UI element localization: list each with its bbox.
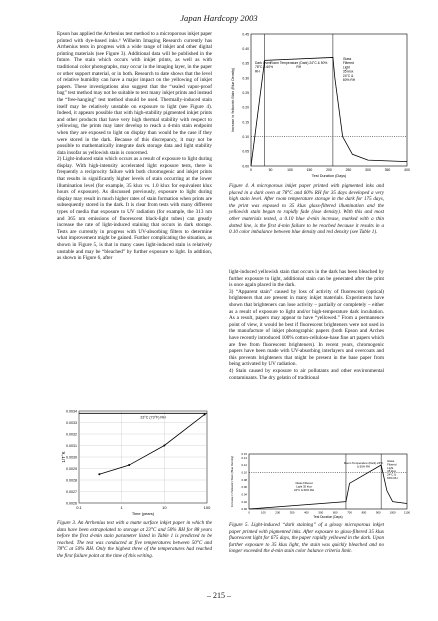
annotation-dark-oven: Dark Oven — [255, 61, 271, 65]
y-tick-label: 0.0033 — [66, 421, 77, 425]
x-tick-label: 700 — [347, 510, 352, 515]
series-line — [249, 465, 407, 509]
x-tick-label: 100 — [261, 510, 266, 515]
plot-frame — [251, 34, 407, 166]
y-tick-label: 0.02 — [241, 499, 247, 504]
x-tick-label: 150 — [306, 168, 313, 172]
left-column — [57, 31, 212, 262]
reference-label: 23°C (73°F) RH — [140, 415, 166, 420]
y-tick-label: 0.0034 — [66, 409, 77, 414]
annotation-glass-first: Glass Filtered — [295, 481, 313, 485]
y-tick-label: 0.0028 — [66, 478, 77, 483]
paragraph: Epson has applied the Arrhenius test method to a microporous inkjet paper printed with dye-based inks.⁶ Wilhelm Imaging Research currently has Arrhenius tests in progress with a wide range of inkjet and other digital printing materials (see Figure 3). Additional data will be published in the future. The stain which occurs with inkjet prints, as well as with traditional color photographs, may occur in the imaging layer, in the paper or other support material, or in both. Research to date shows that the level of relative humidity can have a major impact on the yellowing of inkjet papers. These investigations also suggest that the “sealed vapor-proof bag” test method may not be suitable to test many inkjet prints and instead the “free-hanging” test method should be used. Thermally-induced stain itself may be relatively unstable on exposure to light (see Figure 4). Indeed, it appears possible that with high-stability pigmented inkjet prints and other products that have very high thermal stability with respect to yellowing, the prints may later develop to reach a d-min stain endpoint when they are exposed to light on display than would be the case if they were stored in the dark. Because of this discrepancy, it may not be possible to mathematically integrate dark storage data and light stability data insofar as yellowish stain is concerned. — [57, 31, 212, 156]
y-tick-label: 0.05 — [242, 149, 249, 154]
y-tick-label: 0.0026 — [66, 501, 77, 506]
x-tick-label: 100 — [203, 505, 211, 510]
x-tick-label: 300 — [365, 168, 371, 172]
x-tick-label: 600 — [332, 510, 338, 515]
running-header: Japan Hardcopy 2003 — [180, 13, 258, 23]
data-point — [163, 445, 165, 447]
y-tick-label: 0.08 — [241, 477, 247, 482]
x-tick-label: 300 — [289, 510, 295, 515]
data-point — [204, 413, 206, 415]
figure-4-caption: Figure 4. A microporous inkjet paper printed with pigmented inks and placed in a dark oven at 78°C and 60% RH for 35 days developed a very high stain level. After room temperature storage in the dark for 175 days, the print was exposed to 35 klux glass-filtered illumination and the yellowish stain began to rapidly fade (lose density). With this and most other materials tested, a 0.10 blue d-min increase, marked with a thin dotted line, is the first d-min failure to be reached because it results in a 0.10 color imbalance between blue density and red density (see Table 1). — [229, 183, 384, 236]
y-tick-label: 0.45 — [242, 32, 249, 37]
y-axis-label: Increase in Yellowish Stain (Blue Density) — [230, 455, 234, 508]
x-axis-label: Test Duration (Days) — [311, 174, 347, 178]
annotation-room: RH — [296, 65, 302, 70]
x-tick-label: 800 — [361, 510, 367, 515]
x-tick-label: 500 — [318, 510, 324, 515]
y-tick-label: 0.0030 — [66, 455, 77, 460]
series-line — [251, 57, 407, 166]
series-line — [99, 414, 204, 474]
data-point — [128, 464, 130, 466]
x-tick-label: 1000 — [389, 510, 396, 515]
y-tick-label: 0.35 — [242, 61, 249, 66]
annotation-glass-second: Filtered — [387, 462, 397, 467]
annotation-glass: 60% RH — [342, 78, 356, 82]
y-tick-label: 0.0031 — [66, 444, 77, 448]
annotation-glass-first: Light 35 klux — [296, 484, 312, 489]
x-tick-label: 250 — [345, 168, 352, 172]
figure-4-svg — [227, 28, 415, 180]
x-tick-label: 0.1 — [76, 505, 82, 510]
figure-4-chart — [227, 28, 415, 180]
y-tick-label: 0.15 — [241, 452, 247, 457]
x-tick-label: 0 — [248, 510, 250, 515]
annotation-glass: Light — [342, 65, 351, 70]
x-tick-label: 900 — [375, 510, 381, 515]
y-tick-label: 0.15 — [242, 120, 249, 125]
annotation-room: Room Temperature (Dark) 24°C & 50% — [270, 61, 328, 65]
y-tick-label: 0.04 — [241, 492, 247, 497]
annotation-glass-second: 60% RH — [387, 476, 398, 480]
y-tick-label: 0.12 — [241, 463, 247, 468]
y-tick-label: 0.25 — [242, 90, 249, 95]
list-item: 4) Stain caused by exposure to air pollutants and other environmental contaminants. The dry gelatin of traditional — [229, 367, 384, 381]
y-tick-label: 0.14 — [241, 455, 247, 460]
annotation-dark-oven: 78°C & 60% — [255, 65, 273, 70]
annotation-glass: 24°C & — [342, 73, 354, 78]
y-tick-label: 0.40 — [242, 46, 249, 51]
annotation-dark-oven: RH — [255, 69, 260, 74]
right-column — [229, 269, 384, 381]
list-item: 2) Light-induced stain which occurs as a result of exposure to light during display. With high-intensity accelerated light exposure tests, there is frequently a reciprocity failure with both chromogenic and inkjet prints that results in significantly higher levels of stain occurring at the lower illumination level (for example, 35 klux vs. 1.0 klux for equivalent klux hours of exposure). As discussed previously, exposure to light during display may result in much higher rates of stain formation when prints are subsequently stored in the dark. It is clear from tests with many different types of media that exposure to UV radiation (for example, the 313 nm and 365 nm emissions of fluorescent black-light tubes) can greatly increase the rate of light-induced staining that occurs in dark storage. Tests are currently in progress with UV-absorbing filters to determine what improvement might be gained. Further complicating the situation, as shown in Figure 5, is that in many cases light-induced stain is relatively unstable and may be “bleached” by further exposure to light. In addition, as shown in Figure 6, after — [57, 156, 212, 262]
y-tick-label: 0.10 — [242, 134, 249, 139]
y-tick-label: 0.0029 — [66, 467, 77, 471]
data-point — [98, 473, 100, 475]
figure-3-chart — [57, 407, 214, 517]
annotation-room: Room Temperature (Dark) 24°C — [343, 461, 384, 465]
y-tick-label: 0.0027 — [66, 490, 77, 494]
page-number: – 215 – — [207, 591, 231, 600]
x-tick-label: 10 — [162, 505, 167, 510]
y-tick-label: 0.00 — [242, 164, 249, 169]
y-tick-label: 0.20 — [242, 105, 249, 110]
x-tick-label: 100 — [287, 168, 293, 172]
annotation-glass-second: 24°C & — [387, 472, 397, 477]
x-axis-label: Test Duration (Days) — [313, 515, 343, 519]
x-tick-label: 350 — [384, 168, 391, 172]
y-tick-label: 0.00 — [241, 507, 247, 512]
y-tick-label: 0.10 — [241, 470, 247, 475]
x-tick-label: 50 — [268, 168, 273, 172]
x-tick-label: 1 — [120, 505, 123, 510]
annotation-glass: Filtered — [342, 61, 354, 66]
y-axis-label: 1/T°K — [61, 451, 66, 463]
annotation-glass: Glass — [342, 57, 352, 61]
y-tick-label: 0.06 — [241, 485, 247, 490]
y-tick-label: 0.30 — [242, 76, 249, 81]
annotation-room: & 50% RH — [357, 464, 371, 469]
y-tick-label: 0.0032 — [66, 432, 77, 437]
figure-3-caption: Figure 3. An Arrhenius test with a matte surface inkjet paper in which the data have been extrapolated to storage at 23°C and 50% RH for 88 years before the first d-min stain parameter listed in Table 1 is predicted to be reached. The test was conducted at five temperatures between 50°C and 78°C at 50% RH. Only the highest three of the temperatures had reached the first failure point at the time of this writing. — [57, 520, 212, 559]
x-tick-label: 0 — [250, 168, 252, 172]
x-tick-label: 400 — [404, 168, 410, 172]
annotation-glass-second: 35 klux — [387, 469, 397, 474]
x-tick-label: 200 — [275, 510, 281, 515]
plot-frame — [249, 454, 407, 509]
annotation-glass-second: Glass — [387, 459, 395, 463]
figure-5-caption: Figure 5. Light-induced “dark staining” of a glossy microporous inkjet paper printed with pigmented inks. After exposure to glass-filtered 35 klux fluorescent light for 675 days, the paper rapidly yellowed in the dark. Upon further exposure to 35 klux light, the stain was quickly bleached and no longer exceeded the d-min stain color balance criteria limit. — [229, 522, 384, 555]
list-item: 3) “Apparent stain” caused by loss of activity of fluorescent (optical) brighteners that are present in many inkjet materials. Experiments have shown that brighteners can lose activity – partially or completely – either as a result of exposure to light and/or high-temperature dark incubation. As a result, papers may appear to have “yellowed.” From a permanence point of view, it would be best if fluorescent brighteners were not used in the manufacture of inkjet photographic papers (both Epson and Arches have recently introduced 100% cotton-cellulose-base fine art papers which are free from fluorescent brighteners). In recent years, chromogenic papers have been made with UV-absorbing interlayers and overcoats and this prevents brighteners that might be present in the base paper from being activated by UV radiation. — [229, 288, 384, 368]
figure-3-svg — [57, 407, 214, 517]
annotation-glass-first: 24°C & 60% RH — [293, 487, 315, 492]
annotation-glass-second: Light — [387, 465, 394, 470]
x-axis-label: Time (years) — [131, 511, 155, 516]
x-tick-label: 400 — [304, 510, 309, 515]
annotation-glass: 35 klux — [342, 69, 354, 74]
paragraph: light-induced yellowish stain that occurs in the dark has been bleached by further exposure to light, additional stain can be generated after the print is once again placed in the dark. — [229, 269, 384, 289]
y-axis-label: Increase in Yellowish Stain (Blue Density) — [231, 67, 235, 133]
x-tick-label: 1100 — [403, 510, 411, 515]
x-tick-label: 200 — [326, 168, 332, 172]
